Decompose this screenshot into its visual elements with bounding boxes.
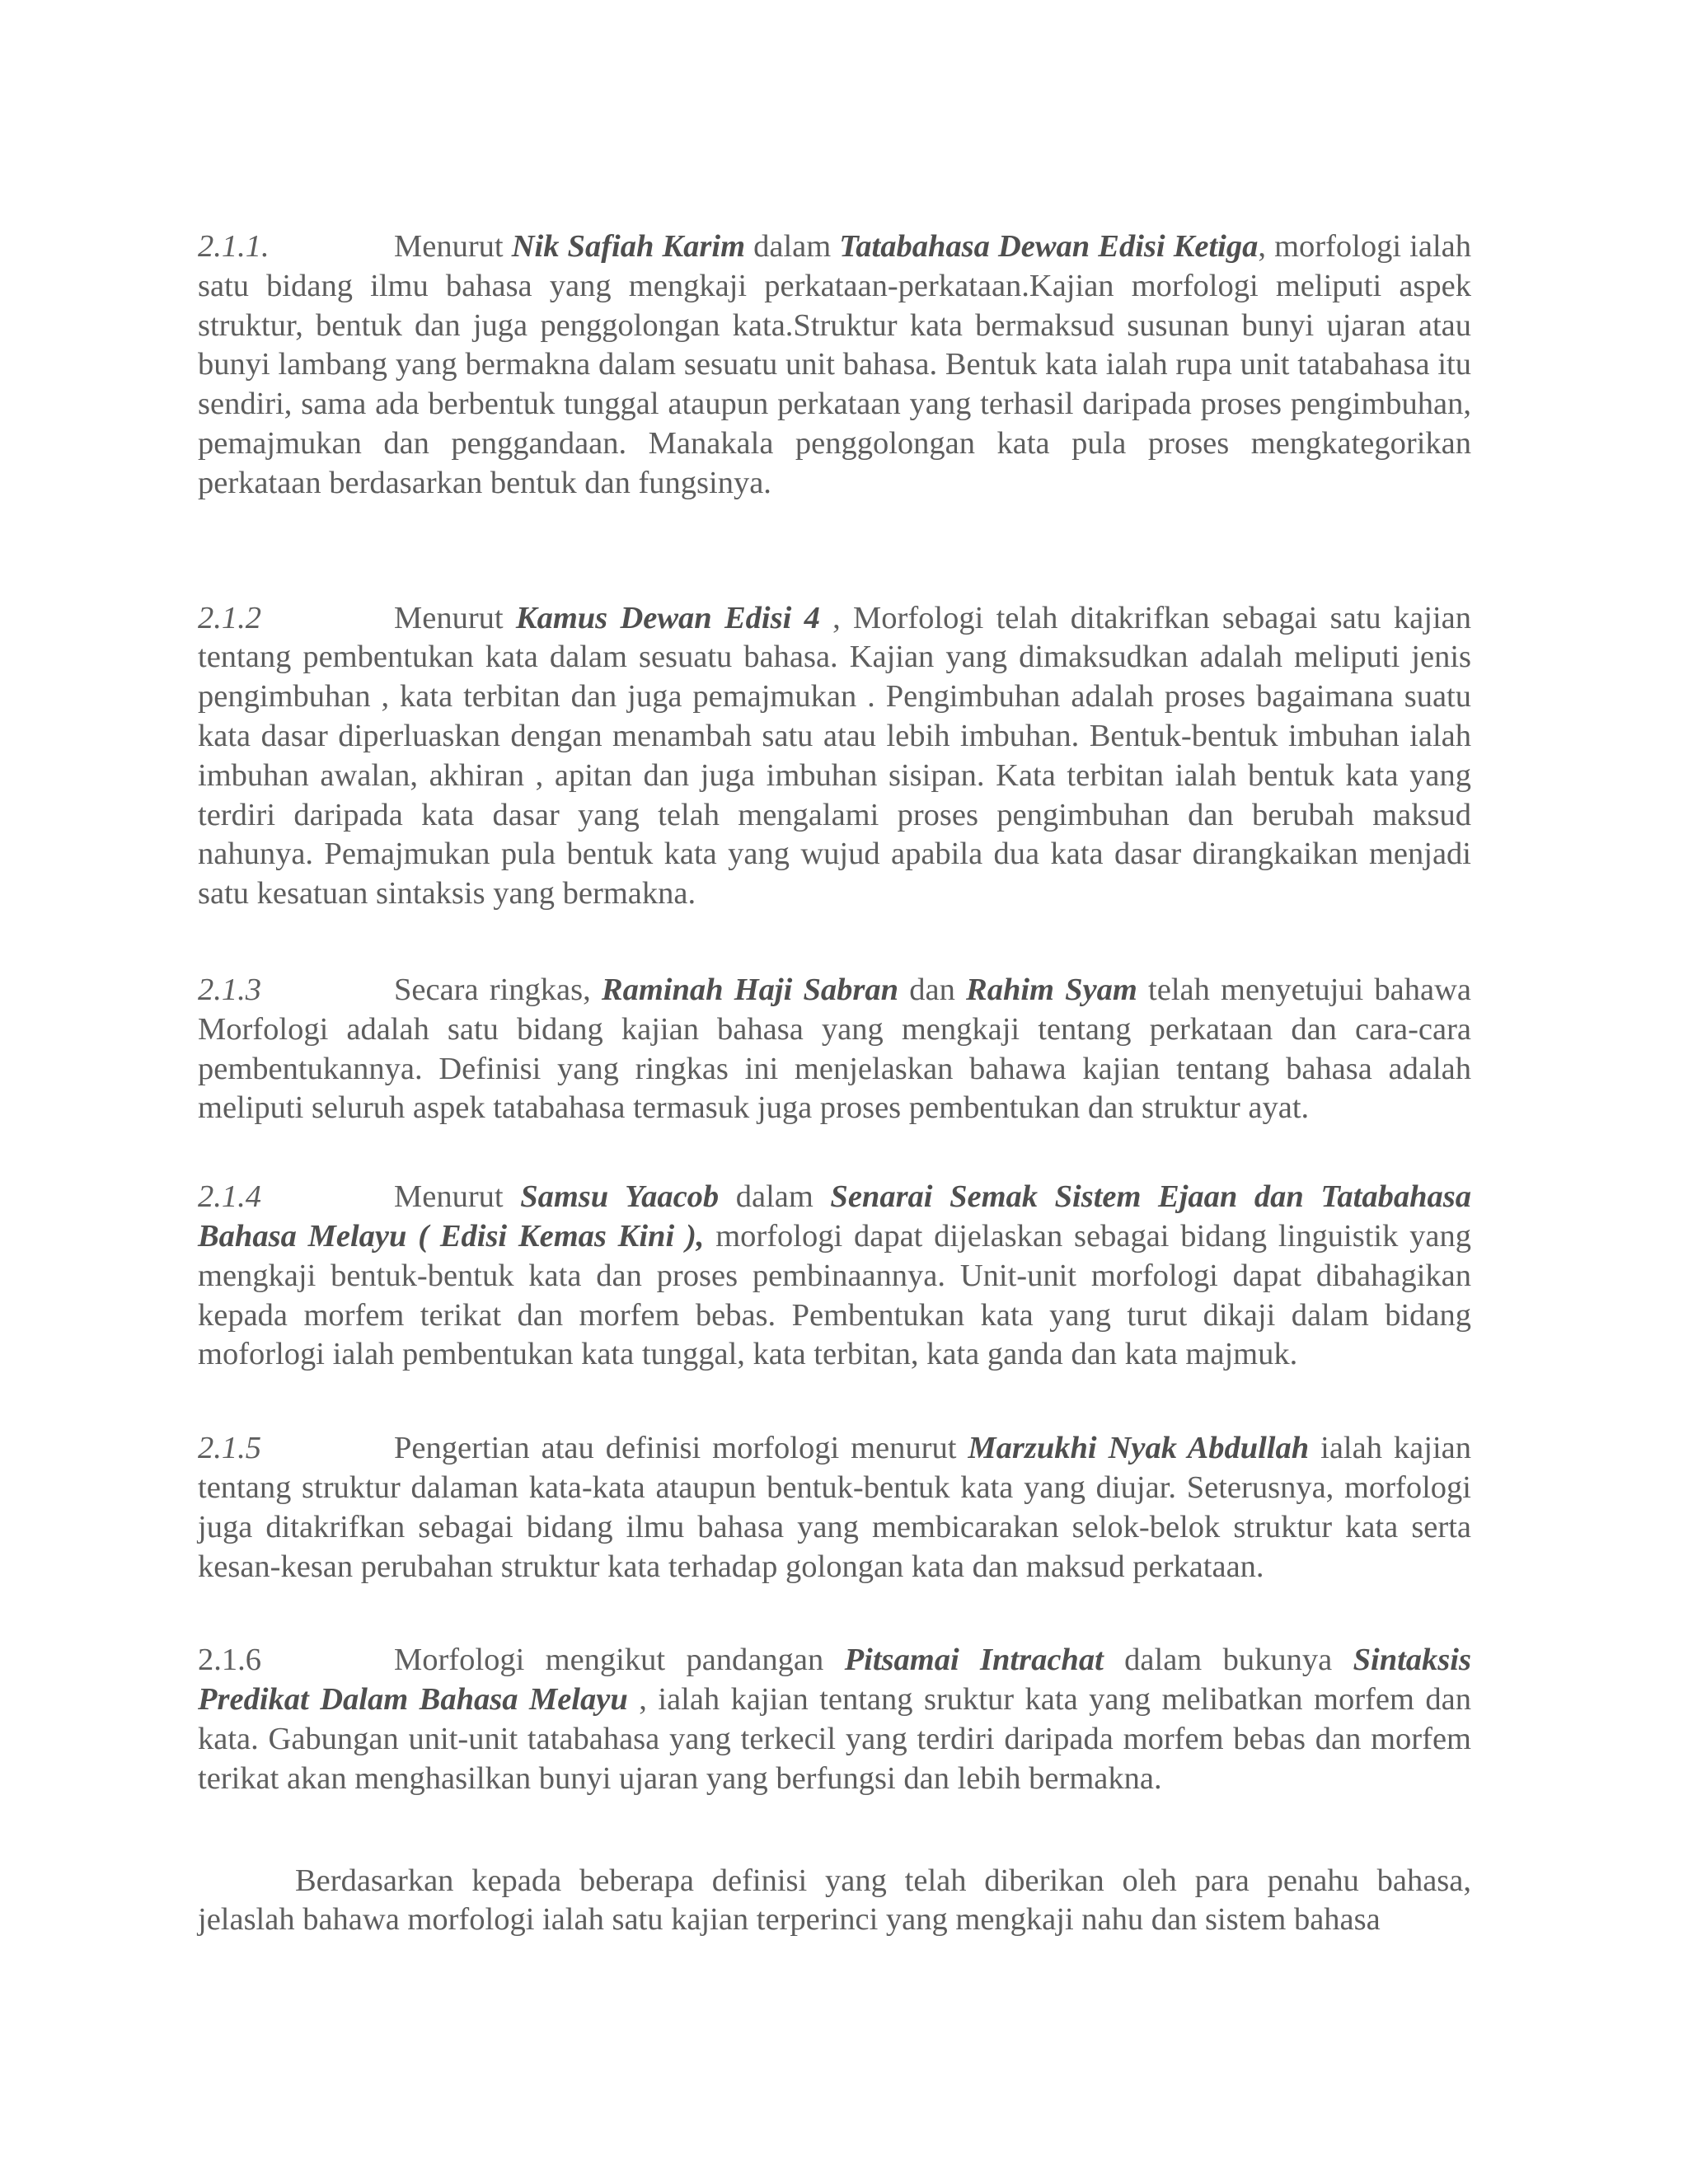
- paragraph-text: telah menyetujui bahawa Morfologi adalah satu bidang kajian bahasa yang mengkaji tentang perkataan dan cara-cara pembentukannya. Definisi yang ringkas ini menjelaskan bahawa kajian tentang bahasa adalah meliputi seluruh aspek tatabahasa termasuk juga proses pembentukan dan struktur ayat.: [198, 972, 1471, 1126]
- paragraph-2-1-1: [198, 227, 1471, 504]
- paragraph-text: dalam bukunya: [1103, 1643, 1353, 1678]
- paragraph-2-1-6: [198, 1641, 1471, 1798]
- paragraph-2-1-4: [198, 1178, 1471, 1375]
- author-reference: Samsu Yaacob: [520, 1179, 720, 1215]
- book-reference: Senarai Semak Sistem Ejaan dan Tatabahasa Bahasa Melayu ( Edisi Kemas Kini ),: [198, 1179, 1471, 1254]
- paragraph-text: ialah kajian tentang struktur dalaman kata-kata ataupun bentuk-bentuk kata yang diujar. Seterusnya, morfologi juga ditakrifkan sebagai bidang ilmu bahasa yang membicarakan selok-belok struktur kata serta kesan-kesan perubahan struktur kata terhadap golongan kata dan maksud perkataan.: [198, 1431, 1472, 1584]
- paragraph-2-1-5: [198, 1429, 1471, 1586]
- author-reference: Marzukhi Nyak Abdullah: [968, 1431, 1310, 1466]
- paragraph-text: morfologi dapat dijelaskan sebagai bidang linguistik yang mengkaji bentuk-bentuk kata dan proses pembinaannya. Unit-unit morfologi dapat dibahagikan kepada morfem terikat dan morfem bebas. Pembentukan kata yang turut dikaji dalam bidang moforlogi ialah pembentukan kata tunggal, kata terbitan, kata ganda dan kata majmuk.: [198, 1218, 1471, 1372]
- paragraph-2-1-2: [198, 599, 1471, 914]
- section-number: 2.1.5: [198, 1431, 261, 1466]
- paragraph-text: , Morfologi telah ditakrifkan sebagai satu kajian tentang pembentukan kata dalam sesuatu bahasa. Kajian yang dimaksudkan adalah meliputi jenis pengimbuhan , kata terbitan dan juga pemajmukan . Pengimbuhan adalah proses bagaimana suatu kata dasar diperluaskan dengan menambah satu atau lebih imbuhan. Bentuk-bentuk imbuhan ialah imbuhan awalan, akhiran , apitan dan juga imbuhan sisipan. Kata terbitan ialah bentuk kata yang terdiri daripada kata dasar yang telah mengalami proses pengimbuhan dan berubah maksud nahunya. Pemajmukan pula bentuk kata yang wujud apabila dua kata dasar dirangkaikan menjadi satu kesatuan sintaksis yang bermakna.: [198, 600, 1472, 912]
- paragraph-text: Pengertian atau definisi morfologi menurut: [394, 1431, 968, 1466]
- section-number: 2.1.6: [198, 1643, 261, 1678]
- paragraph-text: Secara ringkas,: [394, 972, 602, 1007]
- section-number: 2.1.4: [198, 1179, 261, 1215]
- paragraph-text: dalam: [719, 1179, 831, 1215]
- author-reference: Pitsamai Intrachat: [844, 1643, 1104, 1678]
- author-reference: Rahim Syam: [966, 972, 1137, 1007]
- book-reference: Kamus Dewan Edisi 4: [515, 600, 820, 635]
- author-reference: Raminah Haji Sabran: [601, 972, 899, 1007]
- paragraph-text: Menurut: [394, 229, 512, 264]
- paragraph-text: Menurut: [394, 1179, 521, 1215]
- book-reference: Tatabahasa Dewan Edisi Ketiga: [839, 229, 1259, 264]
- paragraph-text: dalam: [745, 229, 840, 264]
- book-reference: Sintaksis Predikat Dalam Bahasa Melayu: [198, 1643, 1471, 1718]
- paragraph-text: , morfologi ialah satu bidang ilmu bahasa yang mengkaji perkataan-perkataan.Kajian morfologi meliputi aspek struktur, bentuk dan juga penggolongan kata.Struktur kata bermaksud susunan bunyi ujaran atau bunyi lambang yang bermakna dalam sesuatu unit bahasa. Bentuk kata ialah rupa unit tatabahasa itu sendiri, sama ada berbentuk tunggal ataupun perkataan yang terhasil daripada proses pengimbuhan, pemajmukan dan penggandaan. Manakala penggolongan kata pula proses mengkategorikan perkataan berdasarkan bentuk dan fungsinya.: [198, 229, 1471, 500]
- paragraph-2-1-3: [198, 971, 1471, 1128]
- section-number: 2.1.2: [198, 600, 261, 635]
- section-number: 2.1.1.: [198, 229, 270, 264]
- paragraph-text: Morfologi mengikut pandangan: [394, 1643, 845, 1678]
- paragraph-text: Menurut: [394, 600, 516, 635]
- document-page: [198, 227, 1471, 1940]
- author-reference: Nik Safiah Karim: [511, 229, 746, 264]
- paragraph-text: dan: [898, 972, 967, 1007]
- paragraph-text: , ialah kajian tentang sruktur kata yang melibatkan morfem dan kata. Gabungan unit-unit tatabahasa yang terkecil yang terdiri daripada morfem bebas dan morfem terikat akan menghasilkan bunyi ujaran yang berfungsi dan lebih bermakna.: [198, 1682, 1471, 1796]
- conclusion-paragraph: Berdasarkan kepada beberapa definisi yang telah diberikan oleh para penahu bahasa, jelaslah bahawa morfologi ialah satu kajian terperinci yang mengkaji nahu dan sistem bahasa: [198, 1863, 1471, 1938]
- section-number: 2.1.3: [198, 972, 261, 1007]
